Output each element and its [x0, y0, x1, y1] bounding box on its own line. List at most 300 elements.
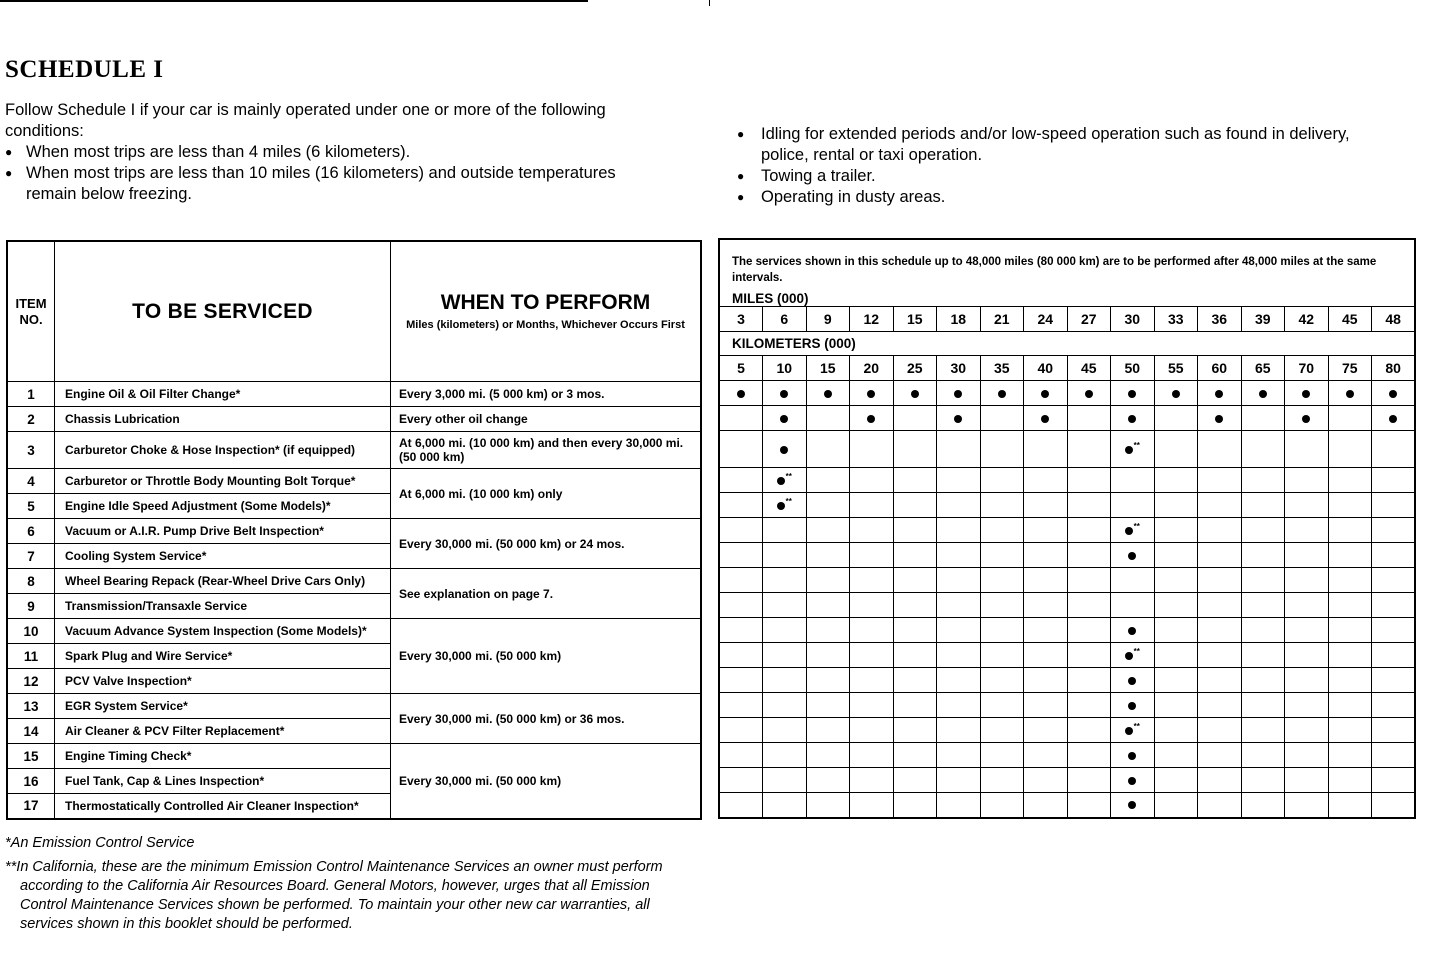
interval-cell [1285, 768, 1329, 793]
service-dot [1128, 777, 1136, 785]
interval-cell [980, 468, 1024, 493]
interval-cell [1372, 693, 1416, 718]
interval-cell [1067, 381, 1111, 406]
service-dot [1346, 390, 1354, 398]
miles-value: 33 [1154, 307, 1198, 332]
interval-cell [1024, 568, 1068, 593]
service-dot [1128, 677, 1136, 685]
top-rule [0, 0, 588, 2]
service-dot [737, 390, 745, 398]
interval-cell [1198, 406, 1242, 431]
interval-cell [1372, 568, 1416, 593]
km-value: 45 [1067, 356, 1111, 381]
interval-cell [806, 793, 850, 818]
interval-cell [980, 618, 1024, 643]
interval-cell [893, 543, 937, 568]
interval-row [719, 543, 1415, 568]
service-name: Transmission/Transaxle Service [55, 594, 391, 619]
interval-cell [1154, 381, 1198, 406]
interval-row [719, 718, 1415, 743]
interval-cell [763, 406, 807, 431]
interval-cell [1241, 668, 1285, 693]
interval-cell [1024, 743, 1068, 768]
interval-cell [763, 693, 807, 718]
miles-value: 24 [1024, 307, 1068, 332]
interval-cell [980, 518, 1024, 543]
california-star: ** [785, 496, 792, 506]
item-number: 5 [7, 494, 55, 519]
interval-cell [1285, 643, 1329, 668]
item-number: 2 [7, 407, 55, 432]
interval-row [719, 743, 1415, 768]
miles-value: 42 [1285, 307, 1329, 332]
interval-cell [850, 468, 894, 493]
service-dot [954, 415, 962, 423]
when-title: WHEN TO PERFORM [440, 291, 651, 314]
service-name: Engine Idle Speed Adjustment (Some Models)* [55, 494, 391, 519]
interval-cell [719, 593, 763, 618]
km-value: 65 [1241, 356, 1285, 381]
interval-cell [1372, 381, 1416, 406]
service-dot [1172, 390, 1180, 398]
condition-bullet: ● Idling for extended periods and/or low-speed operation such as found in delivery, police, rental or taxi operation. [737, 124, 1397, 166]
service-dot [1128, 801, 1136, 809]
item-number: 15 [7, 744, 55, 769]
interval-cell [1241, 381, 1285, 406]
interval-cell [763, 793, 807, 818]
interval-cell [1154, 593, 1198, 618]
condition-bullet: ● Towing a trailer. [737, 166, 1397, 187]
miles-value: 9 [806, 307, 850, 332]
conditions-right [737, 124, 1397, 208]
item-number: 3 [7, 432, 55, 469]
interval-cell [1154, 793, 1198, 818]
interval-cell [1328, 381, 1372, 406]
interval-cell [806, 406, 850, 431]
miles-value: 18 [937, 307, 981, 332]
interval-cell [719, 768, 763, 793]
interval-cell [1198, 593, 1242, 618]
interval-cell [1154, 743, 1198, 768]
interval-cell [893, 768, 937, 793]
item-number: 4 [7, 469, 55, 494]
service-name: Vacuum Advance System Inspection (Some Models)* [55, 619, 391, 644]
interval-cell [1372, 743, 1416, 768]
service-name: Fuel Tank, Cap & Lines Inspection* [55, 769, 391, 794]
service-dot [1215, 390, 1223, 398]
interval-cell [937, 743, 981, 768]
interval-cell [1241, 643, 1285, 668]
interval-cell [980, 493, 1024, 518]
interval-cell [1154, 468, 1198, 493]
service-row [7, 569, 701, 594]
service-dot [867, 415, 875, 423]
when-to-perform: See explanation on page 7. [391, 569, 702, 619]
service-row [7, 694, 701, 719]
interval-cell [1241, 793, 1285, 818]
interval-cell [719, 743, 763, 768]
interval-cell [893, 793, 937, 818]
california-star: ** [1133, 521, 1140, 531]
service-row [7, 469, 701, 494]
miles-row [719, 307, 1415, 332]
interval-cell [1067, 643, 1111, 668]
interval-cell [893, 568, 937, 593]
interval-cell [937, 381, 981, 406]
service-name: Cooling System Service* [55, 544, 391, 569]
interval-cell [1024, 493, 1068, 518]
interval-cell [1111, 743, 1155, 768]
interval-cell [806, 718, 850, 743]
service-dot [1041, 415, 1049, 423]
interval-cell [980, 406, 1024, 431]
interval-cell [980, 568, 1024, 593]
interval-cell [719, 431, 763, 468]
interval-cell [719, 381, 763, 406]
service-dot [1128, 390, 1136, 398]
interval-cell [806, 668, 850, 693]
interval-cell [1241, 593, 1285, 618]
interval-cell [1024, 406, 1068, 431]
interval-cell [850, 431, 894, 468]
interval-cell [719, 406, 763, 431]
interval-cell [719, 468, 763, 493]
km-value: 15 [806, 356, 850, 381]
interval-cell [806, 543, 850, 568]
service-dot [1128, 627, 1136, 635]
interval-cell [937, 406, 981, 431]
interval-cell [719, 618, 763, 643]
interval-cell [1241, 693, 1285, 718]
interval-cell [1285, 618, 1329, 643]
interval-cell [1111, 468, 1155, 493]
interval-cell [1328, 768, 1372, 793]
interval-cell [1024, 693, 1068, 718]
interval-cell [850, 693, 894, 718]
interval-cell [980, 593, 1024, 618]
interval-cell [806, 693, 850, 718]
interval-cell [763, 431, 807, 468]
service-dot [1125, 652, 1133, 660]
interval-cell [719, 643, 763, 668]
interval-cell [1198, 568, 1242, 593]
interval-cell [1198, 543, 1242, 568]
interval-cell [893, 381, 937, 406]
interval-row [719, 593, 1415, 618]
interval-cell [1067, 743, 1111, 768]
interval-cell [1111, 793, 1155, 818]
km-label: KILOMETERS (000) [719, 332, 1415, 356]
interval-cell [1241, 718, 1285, 743]
miles-value: 12 [850, 307, 894, 332]
service-rows [7, 382, 701, 819]
service-dot [954, 390, 962, 398]
interval-cell [850, 668, 894, 693]
interval-cell [1111, 518, 1155, 543]
interval-cell [1024, 618, 1068, 643]
item-number: 17 [7, 794, 55, 819]
miles-value: 21 [980, 307, 1024, 332]
interval-cell [937, 543, 981, 568]
interval-cell [1372, 431, 1416, 468]
interval-cell [1198, 468, 1242, 493]
interval-cell [893, 406, 937, 431]
interval-row [719, 431, 1415, 468]
interval-cell [1328, 793, 1372, 818]
interval-cell [1067, 618, 1111, 643]
interval-cell [1285, 406, 1329, 431]
interval-cell [719, 543, 763, 568]
to-be-serviced-header: TO BE SERVICED [55, 241, 391, 382]
interval-cell [1372, 793, 1416, 818]
item-no-header: ITEM NO. [7, 241, 55, 382]
service-dot [1041, 390, 1049, 398]
interval-cell [850, 543, 894, 568]
interval-cell [806, 518, 850, 543]
miles-value: 45 [1328, 307, 1372, 332]
interval-cell [719, 718, 763, 743]
interval-cell [1024, 518, 1068, 543]
interval-cell [1111, 768, 1155, 793]
interval-cell [1198, 381, 1242, 406]
interval-cell [1067, 431, 1111, 468]
interval-cell [980, 381, 1024, 406]
interval-cell [1372, 593, 1416, 618]
interval-cell [1241, 406, 1285, 431]
km-value: 40 [1024, 356, 1068, 381]
interval-cell [1241, 493, 1285, 518]
when-to-perform: At 6,000 mi. (10 000 km) and then every 30,000 mi. (50 000 km) [391, 432, 702, 469]
service-row [7, 382, 701, 407]
service-dot [1125, 446, 1133, 454]
service-dot [1128, 752, 1136, 760]
interval-cell [1154, 543, 1198, 568]
interval-cell [1328, 568, 1372, 593]
interval-cell [1067, 518, 1111, 543]
interval-cell [1328, 718, 1372, 743]
interval-cell [937, 768, 981, 793]
interval-cell [937, 568, 981, 593]
miles-label: MILES (000) [719, 291, 1415, 307]
service-dot [780, 446, 788, 454]
interval-cell [1154, 668, 1198, 693]
interval-cell [980, 793, 1024, 818]
interval-cell [1024, 643, 1068, 668]
interval-cell [806, 431, 850, 468]
service-dot [1085, 390, 1093, 398]
interval-cell [893, 718, 937, 743]
interval-cell [1024, 543, 1068, 568]
interval-cell [850, 568, 894, 593]
interval-cell [850, 793, 894, 818]
service-dot [1389, 415, 1397, 423]
interval-row [719, 793, 1415, 818]
service-row [7, 519, 701, 544]
interval-cell [1198, 718, 1242, 743]
item-number: 6 [7, 519, 55, 544]
item-number: 1 [7, 382, 55, 407]
interval-cell [806, 593, 850, 618]
km-value: 35 [980, 356, 1024, 381]
interval-cell [893, 593, 937, 618]
interval-cell [937, 668, 981, 693]
interval-cell [1111, 593, 1155, 618]
interval-cell [1198, 493, 1242, 518]
km-row [719, 356, 1415, 381]
interval-cell [1154, 643, 1198, 668]
interval-cell [806, 768, 850, 793]
interval-cell [1067, 468, 1111, 493]
km-value: 70 [1285, 356, 1329, 381]
interval-cell [763, 668, 807, 693]
interval-cell [763, 518, 807, 543]
interval-cell [850, 493, 894, 518]
interval-cell [1198, 431, 1242, 468]
interval-cell [1285, 793, 1329, 818]
service-name: Air Cleaner & PCV Filter Replacement* [55, 719, 391, 744]
service-row [7, 744, 701, 769]
interval-cell [1328, 468, 1372, 493]
interval-cell [806, 743, 850, 768]
interval-cell [1285, 543, 1329, 568]
km-value: 80 [1372, 356, 1416, 381]
interval-cell [937, 718, 981, 743]
interval-cell [1241, 518, 1285, 543]
service-dot [1259, 390, 1267, 398]
km-value: 25 [893, 356, 937, 381]
interval-cell [719, 493, 763, 518]
interval-cell [1285, 381, 1329, 406]
interval-cell [1328, 431, 1372, 468]
interval-row [719, 406, 1415, 431]
service-dot [911, 390, 919, 398]
service-table [6, 240, 702, 820]
service-name: Spark Plug and Wire Service* [55, 644, 391, 669]
service-name: PCV Valve Inspection* [55, 669, 391, 694]
service-dot [777, 502, 785, 510]
service-dot [1128, 552, 1136, 560]
interval-cell [980, 693, 1024, 718]
when-to-perform: Every 30,000 mi. (50 000 km) or 24 mos. [391, 519, 702, 569]
service-name: Engine Oil & Oil Filter Change* [55, 382, 391, 407]
km-value: 75 [1328, 356, 1372, 381]
intro-text: Follow Schedule I if your car is mainly operated under one or more of the following conditions: [5, 101, 606, 140]
interval-cell [937, 793, 981, 818]
interval-cell [806, 468, 850, 493]
service-name: Vacuum or A.I.R. Pump Drive Belt Inspection* [55, 519, 391, 544]
interval-cell [850, 406, 894, 431]
interval-cell [1111, 381, 1155, 406]
service-row [7, 619, 701, 644]
miles-value: 48 [1372, 307, 1416, 332]
interval-cell [763, 593, 807, 618]
interval-cell [1111, 543, 1155, 568]
interval-cell [980, 718, 1024, 743]
interval-cell [1024, 468, 1068, 493]
interval-cell [763, 468, 807, 493]
service-name: Wheel Bearing Repack (Rear-Wheel Drive Cars Only) [55, 569, 391, 594]
interval-cell [1067, 793, 1111, 818]
interval-cell [1372, 668, 1416, 693]
item-number: 13 [7, 694, 55, 719]
interval-cell [1154, 518, 1198, 543]
service-name: Carburetor or Throttle Body Mounting Bolt Torque* [55, 469, 391, 494]
interval-cell [937, 518, 981, 543]
interval-cell [850, 518, 894, 543]
interval-cell [980, 431, 1024, 468]
interval-cell [763, 768, 807, 793]
item-number: 7 [7, 544, 55, 569]
service-dot [867, 390, 875, 398]
california-star: ** [1133, 646, 1140, 656]
interval-cell [980, 743, 1024, 768]
interval-row [719, 493, 1415, 518]
interval-cell [1241, 568, 1285, 593]
interval-cell [1024, 431, 1068, 468]
interval-cell [1241, 543, 1285, 568]
interval-row [719, 618, 1415, 643]
interval-cell [1111, 406, 1155, 431]
interval-cell [763, 643, 807, 668]
interval-cell [719, 793, 763, 818]
interval-cell [1111, 568, 1155, 593]
interval-cell [1372, 406, 1416, 431]
interval-cell [1067, 593, 1111, 618]
interval-cell [1285, 593, 1329, 618]
interval-cell [937, 693, 981, 718]
interval-cell [1067, 493, 1111, 518]
service-dot [824, 390, 832, 398]
interval-cell [1198, 743, 1242, 768]
interval-cell [1111, 431, 1155, 468]
interval-cell [1198, 793, 1242, 818]
interval-cell [1241, 618, 1285, 643]
interval-cell [893, 643, 937, 668]
km-value: 20 [850, 356, 894, 381]
interval-cell [1067, 718, 1111, 743]
interval-cell [1024, 668, 1068, 693]
km-value: 60 [1198, 356, 1242, 381]
interval-cell [893, 693, 937, 718]
interval-row [719, 568, 1415, 593]
interval-cell [1198, 768, 1242, 793]
interval-cell [1154, 406, 1198, 431]
interval-cell [1285, 568, 1329, 593]
interval-cell [1067, 693, 1111, 718]
km-value: 55 [1154, 356, 1198, 381]
interval-cell [1198, 618, 1242, 643]
condition-bullet: ● When most trips are less than 10 miles (16 kilometers) and outside temperatures remain below freezing. [5, 163, 645, 205]
when-to-perform: Every 30,000 mi. (50 000 km) [391, 744, 702, 819]
interval-cell [763, 618, 807, 643]
interval-row [719, 468, 1415, 493]
miles-value: 30 [1111, 307, 1155, 332]
service-dot [780, 390, 788, 398]
interval-cell [763, 743, 807, 768]
interval-cell [1328, 406, 1372, 431]
interval-cell [1111, 718, 1155, 743]
interval-cell [1067, 568, 1111, 593]
interval-cell [1198, 518, 1242, 543]
interval-cell [1372, 518, 1416, 543]
interval-cell [763, 543, 807, 568]
interval-cell [1111, 493, 1155, 518]
interval-cell [1154, 718, 1198, 743]
interval-cell [763, 381, 807, 406]
interval-table [718, 238, 1416, 819]
service-dot [998, 390, 1006, 398]
interval-cell [850, 643, 894, 668]
